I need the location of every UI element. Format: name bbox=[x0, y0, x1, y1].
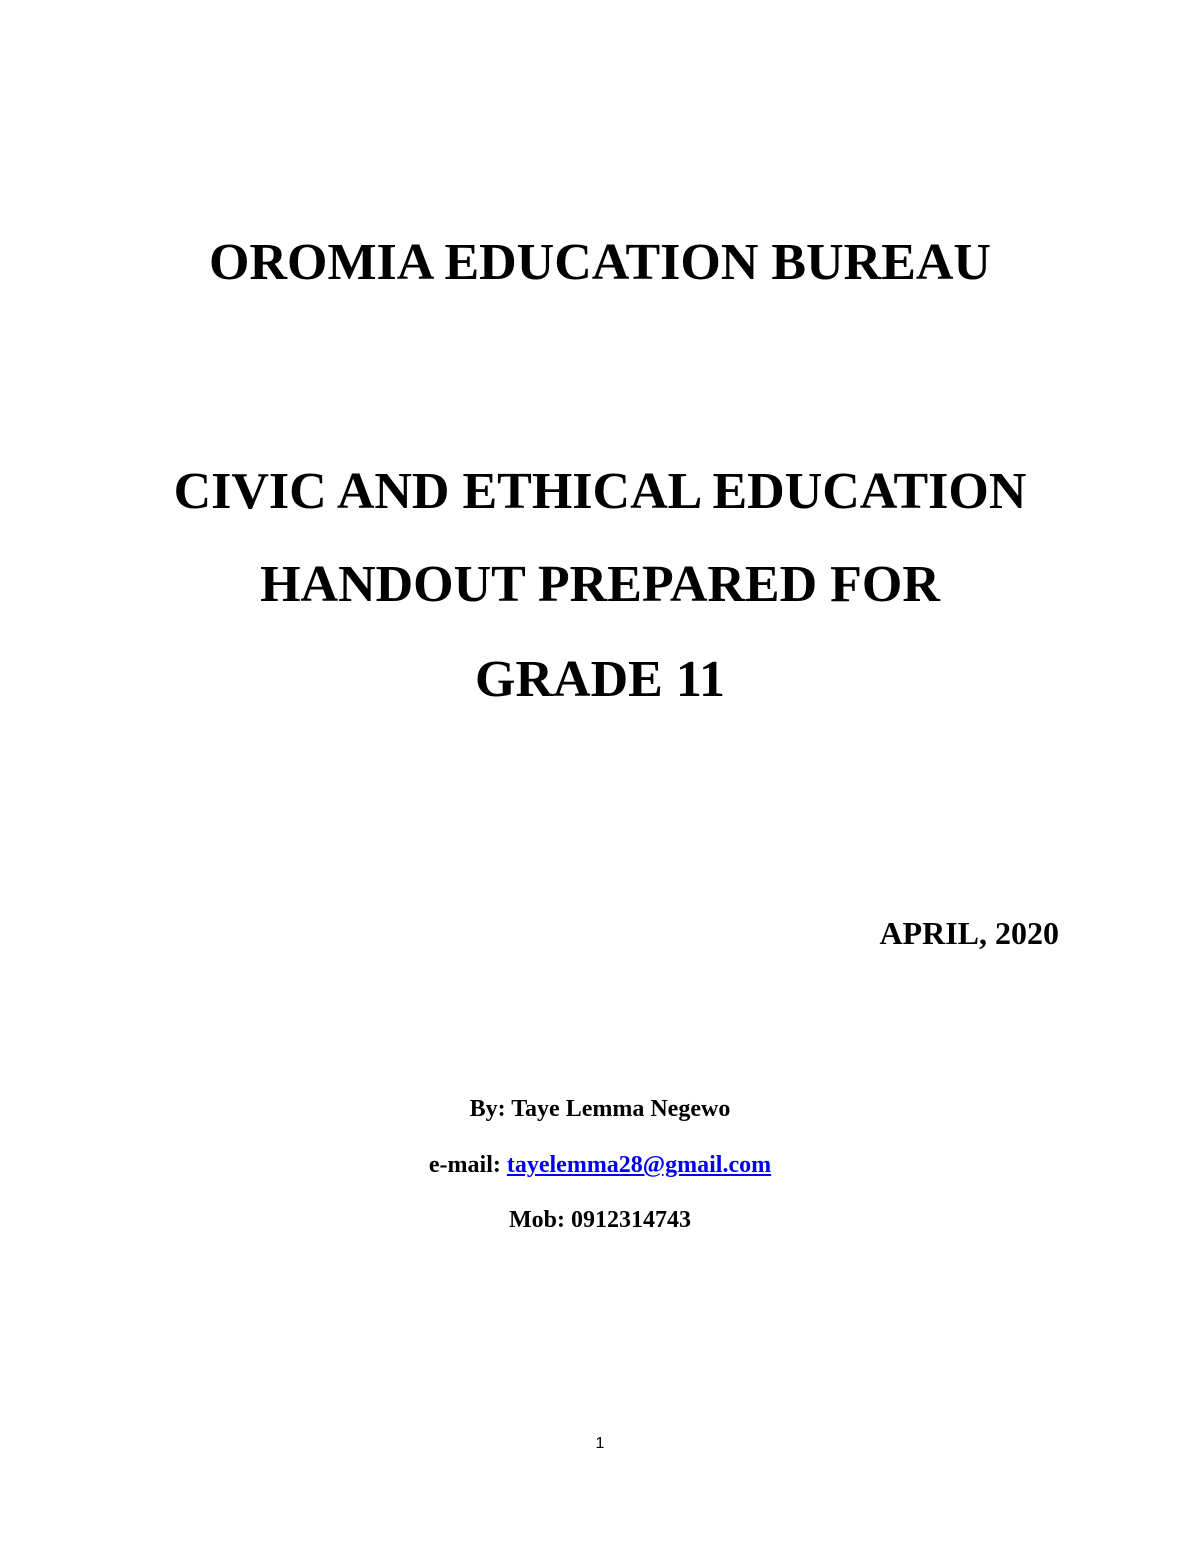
mobile-label: Mob: bbox=[509, 1207, 565, 1233]
mobile-line bbox=[0, 1205, 1200, 1235]
document-title-line-1: CIVIC AND ETHICAL EDUCATION bbox=[173, 463, 1027, 520]
mobile-number: 0912314743 bbox=[571, 1207, 691, 1233]
author-name: Taye Lemma Negewo bbox=[511, 1096, 731, 1122]
organization-title: OROMIA EDUCATION BUREAU bbox=[209, 234, 991, 291]
author-line bbox=[0, 1094, 1200, 1124]
email-line bbox=[0, 1150, 1200, 1180]
author-label: By: bbox=[469, 1096, 506, 1122]
document-title-line-3: GRADE 11 bbox=[475, 651, 725, 708]
page-number: 1 bbox=[595, 1435, 605, 1452]
email-link[interactable]: tayelemma28@gmail.com bbox=[506, 1152, 772, 1178]
publication-date: APRIL, 2020 bbox=[879, 915, 1059, 951]
document-title-line-2: HANDOUT PREPARED FOR bbox=[260, 556, 940, 613]
email-label: e-mail: bbox=[428, 1152, 501, 1178]
